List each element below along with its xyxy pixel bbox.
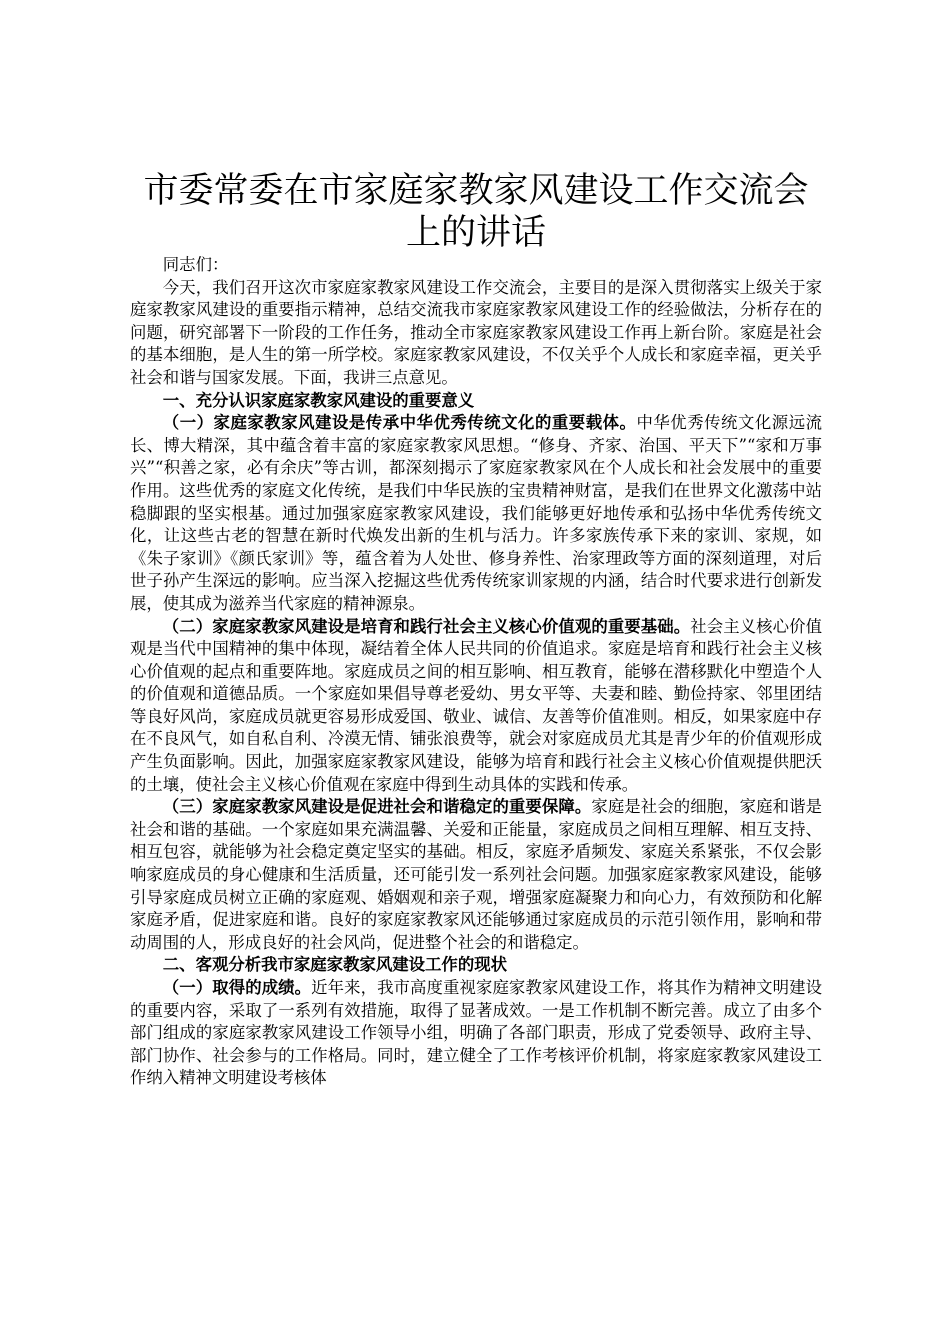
section-1-paragraph-3-lead: （三）家庭家教家风建设是促进社会和谐稳定的重要保障。 xyxy=(162,797,592,817)
salutation: 同志们： xyxy=(162,255,229,274)
section-1-paragraph-1-text: 中华优秀传统文化源远流长、博大精深，其中蕴含着丰富的家庭家教家风思想。“修身、齐家、治国、平天下”“家和万事兴”“积善之家，必有余庆”等古训，都深刻揭示了家庭家教家风在个人成长和社会发展中的重要作用。这些优秀的家庭文化传统，是我们中华民族的宝贵精神财富，是我们在世界文化激荡中站稳脚跟的坚实根基。通过加强家庭家教家风建设，我们能够更好地传承和弘扬中华优秀传统文化，让这些古老的智慧在新时代焕发出新的生机与活力。许多家族传承下来的家训、家规，如《朱子家训》《颜氏家训》等，蕴含着为人处世、修身养性、治家理政等方面的深刻道理，对后世子孙产生深远的影响。应当深入挖掘这些优秀传统家训家规的内涵，结合时代要求进行创新发展，使其成为滋养当代家庭的精神源泉。 xyxy=(130,413,823,613)
section-1-paragraph-2-text: 社会主义核心价值观是当代中国精神的集中体现，凝结着全体人民共同的价值追求。家庭是培育和践行社会主义核心价值观的起点和重要阵地。家庭成员之间的相互影响、相互教育，能够在潜移默化中塑造个人的价值观和道德品质。一个家庭如果倡导尊老爱幼、男女平等、夫妻和睦、勤俭持家、邻里团结等良好风尚，家庭成员就更容易形成爱国、敬业、诚信、友善等价值准则。相反，如果家庭中存在不良风气，如自私自利、冷漠无情、铺张浪费等，就会对家庭成员尤其是青少年的价值观形成产生负面影响。因此，加强家庭家教家风建设，能够为培育和践行社会主义核心价值观提供肥沃的土壤，使社会主义核心价值观在家庭中得到生动具体的实践和传承。 xyxy=(130,616,823,794)
section-1-paragraph-1 xyxy=(130,412,822,615)
section-2-paragraph-1 xyxy=(130,977,822,1090)
section-1-paragraph-3 xyxy=(130,796,822,954)
section-2-heading: 二、客观分析我市家庭家教家风建设工作的现状 xyxy=(162,955,507,975)
document-body xyxy=(130,254,822,1090)
section-1-heading: 一、充分认识家庭家教家风建设的重要意义 xyxy=(162,390,475,410)
section-2-paragraph-1-lead: （一）取得的成绩。 xyxy=(162,978,312,997)
document-title: 市委常委在市家庭家教家风建设工作交流会上的讲话 xyxy=(143,171,809,253)
section-1-paragraph-2-lead: （二）家庭家教家风建设是培育和践行社会主义核心价值观的重要基础。 xyxy=(162,616,691,636)
section-1-paragraph-1-lead: （一）家庭家教家风建设是传承中华优秀传统文化的重要载体。 xyxy=(162,413,637,433)
section-1-paragraph-3-text: 家庭是社会的细胞，家庭和谐是社会和谐的基础。一个家庭如果充满温馨、关爱和正能量，家庭成员之间相互理解、相互支持、相互包容，就能够为社会稳定奠定坚实的基础。相反，家庭矛盾频发、家庭关系紧张，不仅会影响家庭成员的身心健康和生活质量，还可能引发一系列社会问题。加强家庭家教家风建设，能够引导家庭成员树立正确的家庭观、婚姻观和亲子观，增强家庭凝聚力和向心力，有效预防和化解家庭矛盾，促进家庭和谐。良好的家庭家教家风还能够通过家庭成员的示范引领作用，影响和带动周围的人，形成良好的社会风尚，促进整个社会的和谐稳定。 xyxy=(130,797,823,952)
document-page xyxy=(130,170,822,1090)
section-1-paragraph-2 xyxy=(130,616,822,797)
intro-paragraph: 今天，我们召开这次市家庭家教家风建设工作交流会，主要目的是深入贯彻落实上级关于家庭家教家风建设的重要指示精神，总结交流我市家庭家教家风建设工作的经验做法，分析存在的问题，研究部署下一阶段的工作任务，推动全市家庭家教家风建设工作再上新台阶。家庭是社会的基本细胞，是人生的第一所学校。家庭家教家风建设，不仅关乎个人成长和家庭幸福，更关乎社会和谐与国家发展。下面，我讲三点意见。 xyxy=(130,277,822,387)
section-2-paragraph-1-text: 近年来，我市高度重视家庭家教家风建设工作，将其作为精神文明建设的重要内容，采取了一系列有效措施，取得了显著成效。一是工作机制不断完善。成立了由多个部门组成的家庭家教家风建设工作领导小组，明确了各部门职责，形成了党委领导、政府主导、部门协作、社会参与的工作格局。同时，建立健全了工作考核评价机制，将家庭家教家风建设工作纳入精神文明建设考核体 xyxy=(130,978,823,1088)
